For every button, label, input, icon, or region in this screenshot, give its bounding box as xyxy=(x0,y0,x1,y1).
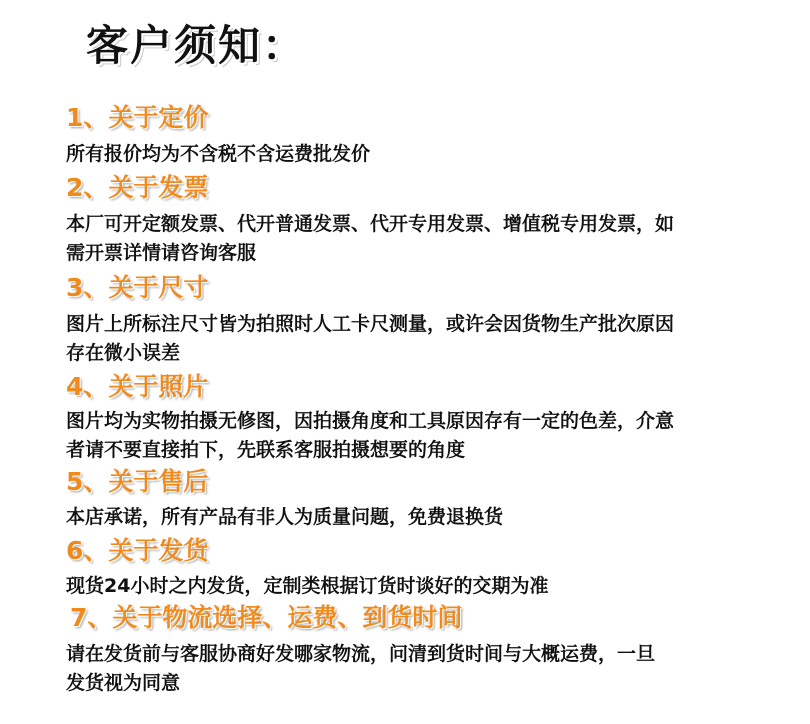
section-5-body xyxy=(66,503,766,532)
section-2-line-1: 本厂可开定额发票、代开普通发票、代开专用发票、增值税专用发票，如 xyxy=(66,213,675,235)
section-3-heading: 3、关于尺寸 xyxy=(66,273,209,302)
page-title: 客户须知： xyxy=(86,21,307,70)
section-4-line-2: 者请不要直接拍下，先联系客服拍摄想要的角度 xyxy=(66,439,466,461)
section-7-body xyxy=(66,640,766,698)
section-3-line-2: 存在微小误差 xyxy=(66,342,181,364)
section-6-body xyxy=(66,572,766,601)
section-7-heading: 7、关于物流选择、运费、到货时间 xyxy=(70,603,463,632)
section-4-body xyxy=(66,407,766,465)
section-1-line-1: 所有报价均为不含税不含运费批发价 xyxy=(66,143,371,165)
section-7-line-1: 请在发货前与客服协商好发哪家物流，问清到货时间与大概运费，一旦 xyxy=(66,643,656,665)
section-4-heading: 4、关于照片 xyxy=(66,372,209,401)
section-3-body xyxy=(66,310,766,368)
section-6-heading: 6、关于发货 xyxy=(66,536,209,565)
section-2-line-2: 需开票详情请咨询客服 xyxy=(66,242,257,264)
section-3-line-1: 图片上所标注尺寸皆为拍照时人工卡尺测量，或许会因货物生产批次原因 xyxy=(66,313,675,335)
section-7-line-2: 发货视为同意 xyxy=(66,672,181,694)
section-6-line-1: 现货24小时之内发货，定制类根据订货时谈好的交期为准 xyxy=(66,575,549,597)
section-2-body xyxy=(66,210,766,268)
section-5-line-1: 本店承诺，所有产品有非人为质量问题，免费退换货 xyxy=(66,506,504,528)
section-1-body xyxy=(66,140,766,169)
section-2-heading: 2、关于发票 xyxy=(66,173,209,202)
section-5-heading: 5、关于售后 xyxy=(66,467,209,496)
section-1-heading: 1、关于定价 xyxy=(66,103,209,132)
section-4-line-1: 图片均为实物拍摄无修图，因拍摄角度和工具原因存有一定的色差，介意 xyxy=(66,410,675,432)
